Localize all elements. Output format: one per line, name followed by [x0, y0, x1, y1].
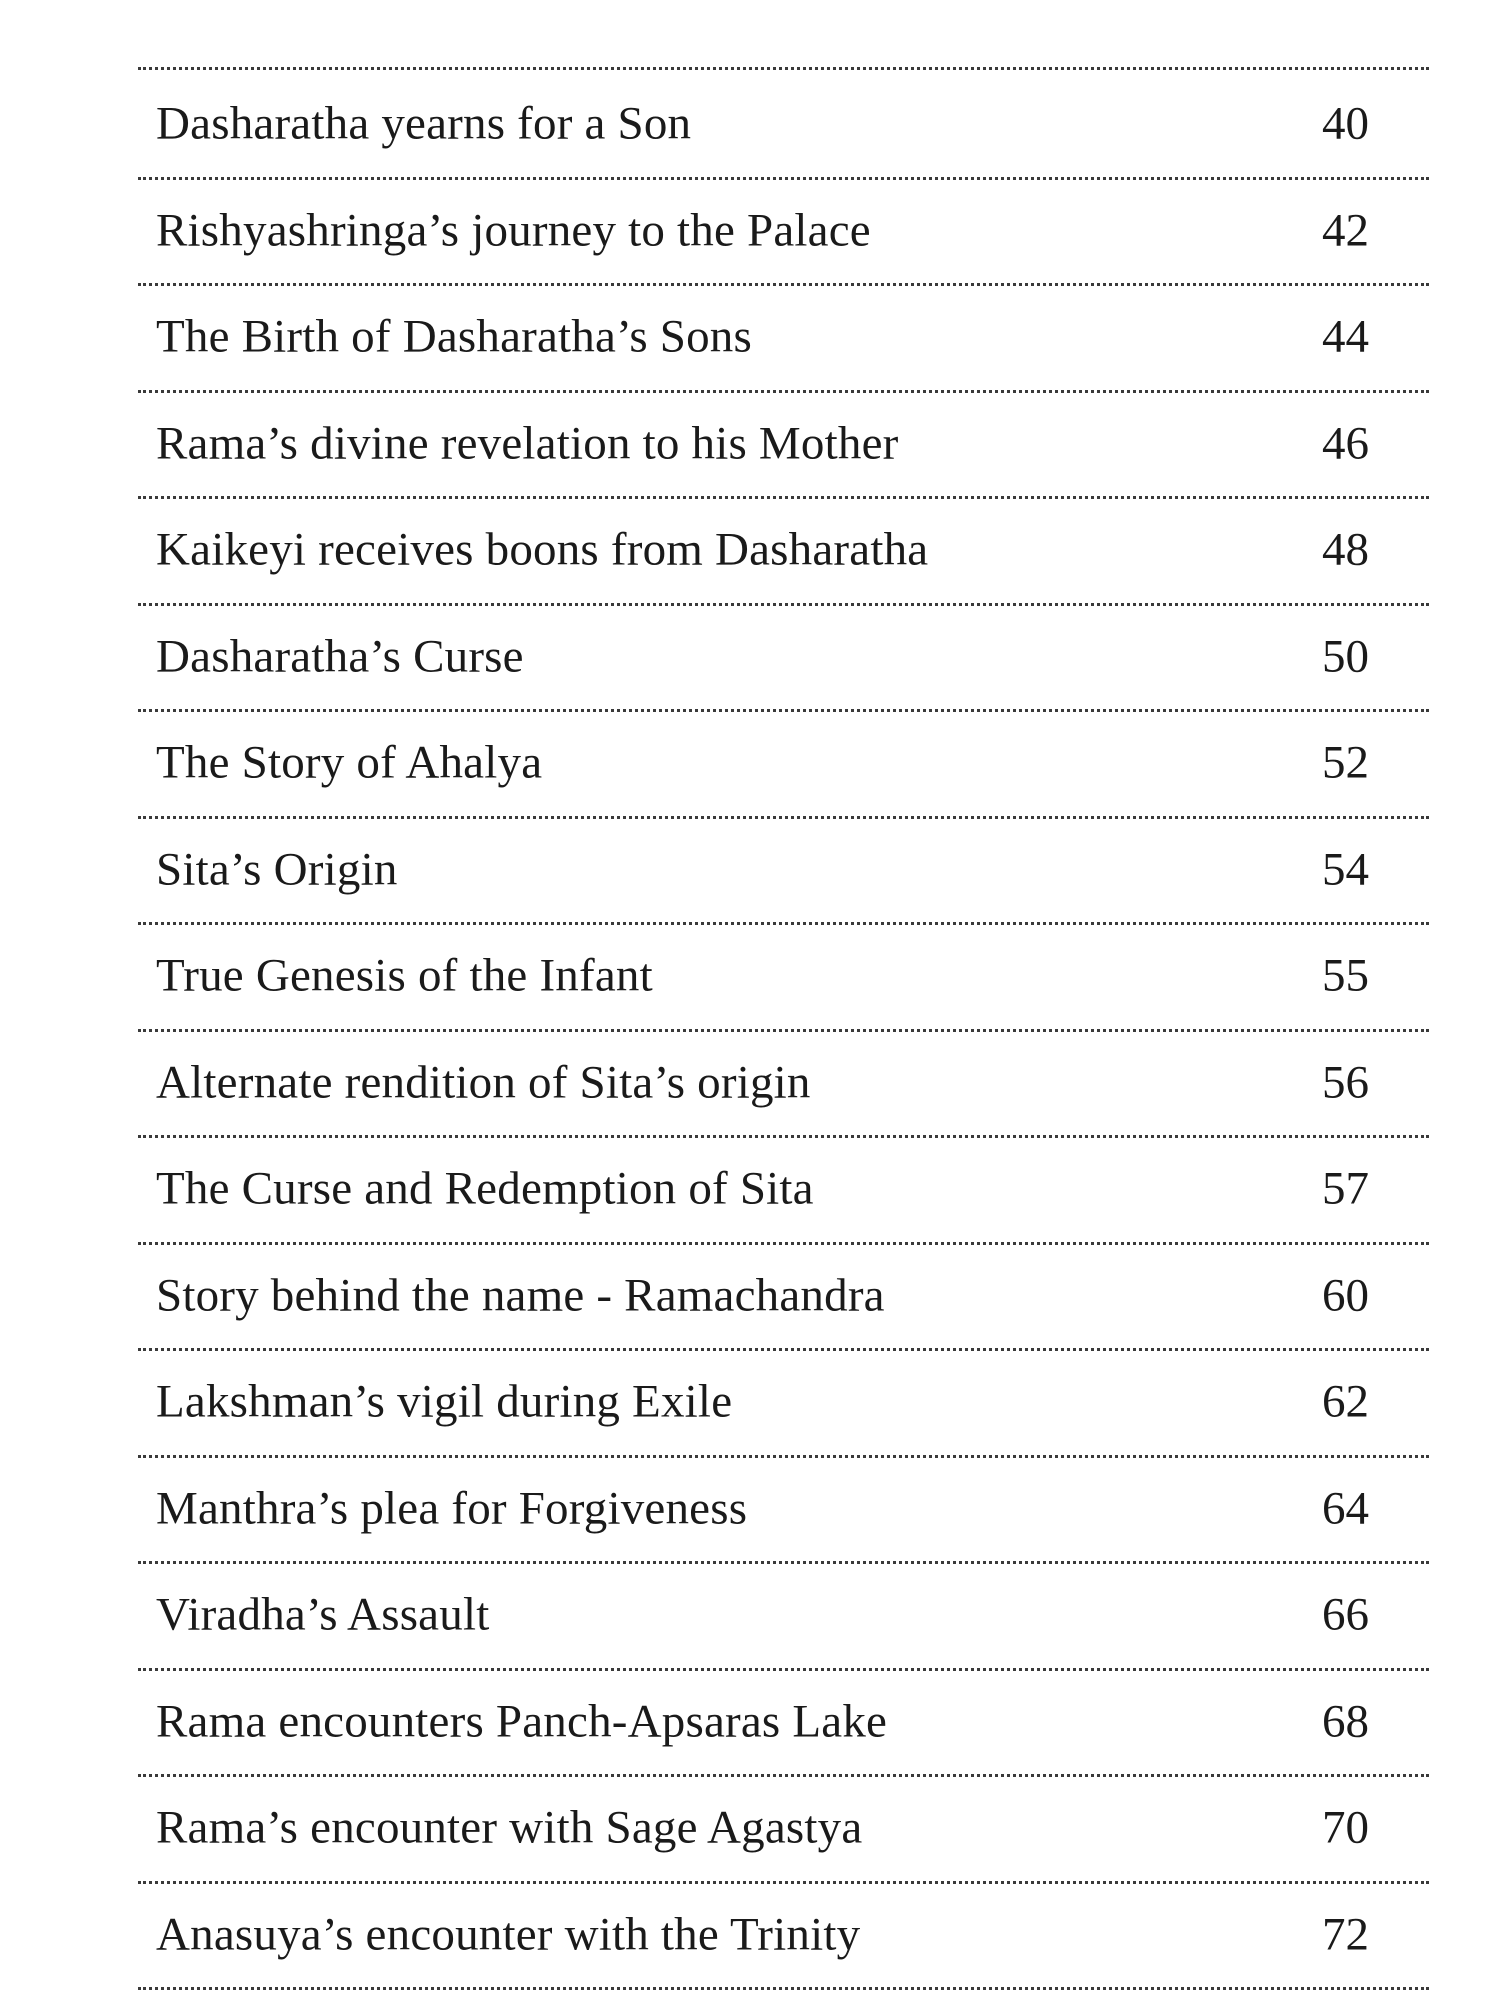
toc-entry-title: Story behind the name - Ramachandra	[156, 1269, 885, 1322]
toc-entry[interactable]	[138, 1669, 1429, 1775]
toc-entry-title: Rama encounters Panch-Apsaras Lake	[156, 1695, 888, 1748]
toc-entry-title: Anasuya’s encounter with the Trinity	[156, 1908, 861, 1961]
toc-entry-title: Dasharatha yearns for a Son	[156, 97, 692, 150]
toc-entry-page: 52	[1322, 736, 1369, 789]
toc-entry-title: Sita’s Origin	[156, 843, 398, 896]
toc-entry[interactable]	[138, 71, 1429, 177]
toc-entry[interactable]	[138, 391, 1429, 497]
toc-entry-page: 70	[1322, 1801, 1369, 1854]
toc-entry-page: 50	[1322, 630, 1369, 683]
toc-entry[interactable]	[138, 1882, 1429, 1988]
toc-entry-page: 48	[1322, 523, 1369, 576]
toc-entry-page: 60	[1322, 1269, 1369, 1322]
toc-entry-title: Manthra’s plea for Forgiveness	[156, 1482, 748, 1535]
toc-entry-title: Rama’s encounter with Sage Agastya	[156, 1801, 863, 1854]
toc-entry[interactable]	[138, 1243, 1429, 1349]
toc-entry[interactable]	[138, 497, 1429, 603]
toc-entry-title: The Curse and Redemption of Sita	[156, 1162, 814, 1215]
toc-entry-title: Rama’s divine revelation to his Mother	[156, 417, 899, 470]
toc-entry[interactable]	[138, 604, 1429, 710]
toc-entry[interactable]	[138, 1136, 1429, 1242]
toc-entry-title: Alternate rendition of Sita’s origin	[156, 1056, 811, 1109]
toc-entry-title: True Genesis of the Infant	[156, 949, 653, 1002]
toc-entry[interactable]	[138, 1349, 1429, 1455]
toc-entry-page: 66	[1322, 1588, 1369, 1641]
toc-entry-page: 68	[1322, 1695, 1369, 1748]
toc-entry-page: 54	[1322, 843, 1369, 896]
toc-entry[interactable]	[138, 1562, 1429, 1668]
dotted-divider	[138, 1987, 1429, 1990]
toc-entry[interactable]	[138, 178, 1429, 284]
toc-entry-title: The Birth of Dasharatha’s Sons	[156, 310, 753, 363]
toc-entry[interactable]	[138, 817, 1429, 923]
toc-entry[interactable]	[138, 284, 1429, 390]
toc-entry-page: 64	[1322, 1482, 1369, 1535]
toc-entry[interactable]	[138, 1775, 1429, 1881]
toc-entry[interactable]	[138, 923, 1429, 1029]
toc-entry[interactable]	[138, 710, 1429, 816]
toc-entry-page: 44	[1322, 310, 1369, 363]
toc-entry-page: 42	[1322, 204, 1369, 257]
toc-entry[interactable]	[138, 1030, 1429, 1136]
toc-entry-page: 56	[1322, 1056, 1369, 1109]
toc-entry-title: Viradha’s Assault	[156, 1588, 490, 1641]
dotted-divider	[138, 67, 1429, 70]
toc-entry-page: 55	[1322, 949, 1369, 1002]
toc-entry-page: 72	[1322, 1908, 1369, 1961]
toc-entry-page: 57	[1322, 1162, 1369, 1215]
toc-entry-title: The Story of Ahalya	[156, 736, 543, 789]
toc-entry-title: Kaikeyi receives boons from Dasharatha	[156, 523, 929, 576]
toc-entry[interactable]	[138, 1456, 1429, 1562]
toc-entry-page: 46	[1322, 417, 1369, 470]
toc-entry-title: Dasharatha’s Curse	[156, 630, 524, 683]
toc-entry-page: 62	[1322, 1375, 1369, 1428]
toc-entry-title: Rishyashringa’s journey to the Palace	[156, 204, 871, 257]
toc-entry-page: 40	[1322, 97, 1369, 150]
toc-entry-title: Lakshman’s vigil during Exile	[156, 1375, 733, 1428]
